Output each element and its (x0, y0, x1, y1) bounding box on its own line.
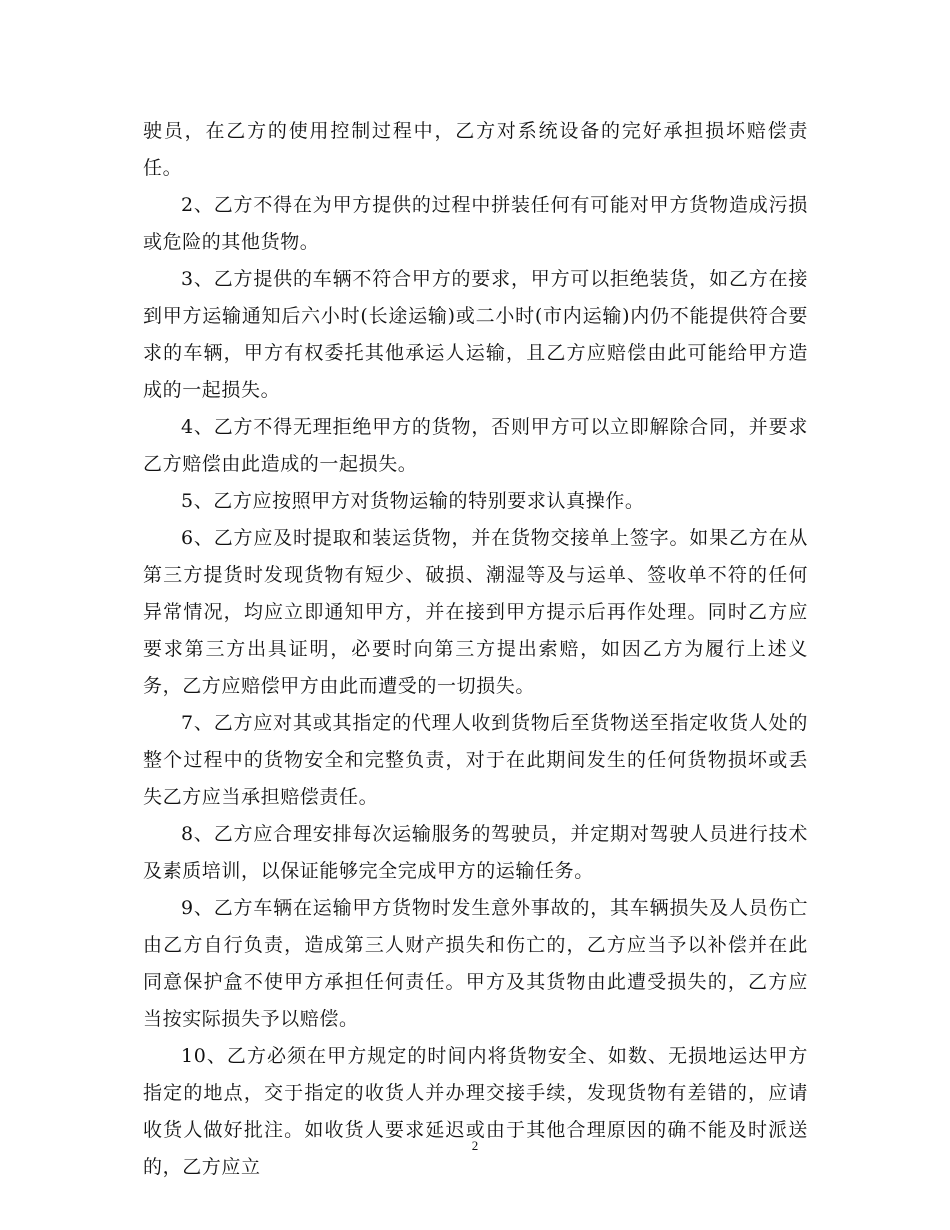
paragraph-clause-9: 9、乙方车辆在运输甲方货物时发生意外事故的，其车辆损失及人员伤亡由乙方自行负责，造成第三人财产损失和伤亡的，乙方应当予以补偿并在此同意保护盒不使甲方承担任何责任。甲方及其货物由此遭受损失的，乙方应当按实际损失予以赔偿。 (143, 897, 808, 1030)
paragraph-clause-4: 4、乙方不得无理拒绝甲方的货物，否则甲方可以立即解除合同，并要求乙方赔偿由此造成的一起损失。 (143, 416, 808, 475)
paragraph-clause-3: 3、乙方提供的车辆不符合甲方的要求，甲方可以拒绝装货，如乙方在接到甲方运输通知后六小时(长途运输)或二小时(市内运输)内仍不能提供符合要求的车辆，甲方有权委托其他承运人运输，且乙方应赔偿由此可能给甲方造成的一起损失。 (143, 268, 808, 401)
paragraph-clause-8: 8、乙方应合理安排每次运输服务的驾驶员，并定期对驾驶人员进行技术及素质培训，以保证能够完全完成甲方的运输任务。 (143, 823, 808, 882)
paragraph-continuation: 驶员，在乙方的使用控制过程中，乙方对系统设备的完好承担损坏赔偿责任。 (143, 120, 808, 179)
page-number: 2 (471, 1138, 479, 1153)
paragraph-clause-2: 2、乙方不得在为甲方提供的过程中拼装任何有可能对甲方货物造成污损或危险的其他货物。 (143, 194, 808, 253)
document-body (143, 113, 808, 1186)
paragraph-clause-6: 6、乙方应及时提取和装运货物，并在货物交接单上签字。如果乙方在从第三方提货时发现货物有短少、破损、潮湿等及与运单、签收单不符的任何异常情况，均应立即通知甲方，并在接到甲方提示后再作处理。同时乙方应要求第三方出具证明，必要时向第三方提出索赔，如因乙方为履行上述义务，乙方应赔偿甲方由此而遭受的一切损失。 (143, 527, 808, 697)
paragraph-clause-10: 10、乙方必须在甲方规定的时间内将货物安全、如数、无损地运达甲方指定的地点，交于指定的收货人并办理交接手续，发现货物有差错的，应请收货人做好批注。如收货人要求延迟或由于其他合理原因的确不能及时派送的，乙方应立 (143, 1045, 808, 1178)
paragraph-clause-7: 7、乙方应对其或其指定的代理人收到货物后至货物送至指定收货人处的整个过程中的货物安全和完整负责，对于在此期间发生的任何货物损坏或丢失乙方应当承担赔偿责任。 (143, 712, 808, 808)
paragraph-clause-5: 5、乙方应按照甲方对货物运输的特别要求认真操作。 (181, 490, 645, 512)
